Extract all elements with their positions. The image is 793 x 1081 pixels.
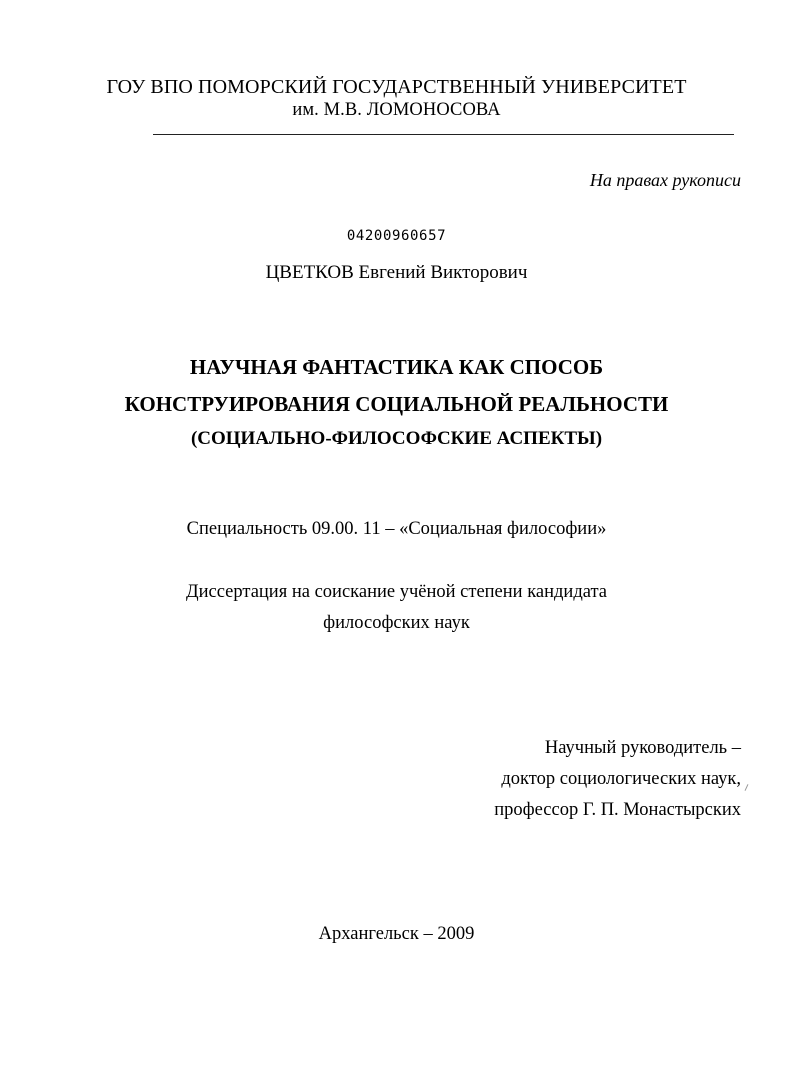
supervisor-degree: доктор социологических наук, <box>501 769 741 789</box>
registration-code: 04200960657 <box>346 228 447 244</box>
author-name: ЦВЕТКОВ Евгений Викторович <box>265 262 528 283</box>
institution-name-line2: им. М.В. ЛОМОНОСОВА <box>292 100 501 120</box>
supervisor-name: профессор Г. П. Монастырских <box>494 800 741 820</box>
place-year: Архангельск – 2009 <box>318 924 475 944</box>
institution-name-line1: ГОУ ВПО ПОМОРСКИЙ ГОСУДАРСТВЕННЫЙ УНИВЕРСИТЕТ <box>106 76 687 98</box>
specialty: Специальность 09.00. 11 – «Социальная философии» <box>186 519 607 539</box>
dissertation-title-line1: НАУЧНАЯ ФАНТАСТИКА КАК СПОСОБ <box>189 355 604 379</box>
dissertation-degree-line2: философских наук <box>323 613 470 633</box>
scan-mark <box>745 784 749 791</box>
dissertation-degree-line1: Диссертация на соискание учёной степени кандидата <box>186 582 607 602</box>
dissertation-subtitle: (СОЦИАЛЬНО-ФИЛОСОФСКИЕ АСПЕКТЫ) <box>190 428 603 449</box>
dissertation-title-line2: КОНСТРУИРОВАНИЯ СОЦИАЛЬНОЙ РЕАЛЬНОСТИ <box>124 392 669 416</box>
header-divider <box>153 134 734 135</box>
rights-note: На правах рукописи <box>589 170 741 190</box>
supervisor-role: Научный руководитель – <box>544 738 741 758</box>
